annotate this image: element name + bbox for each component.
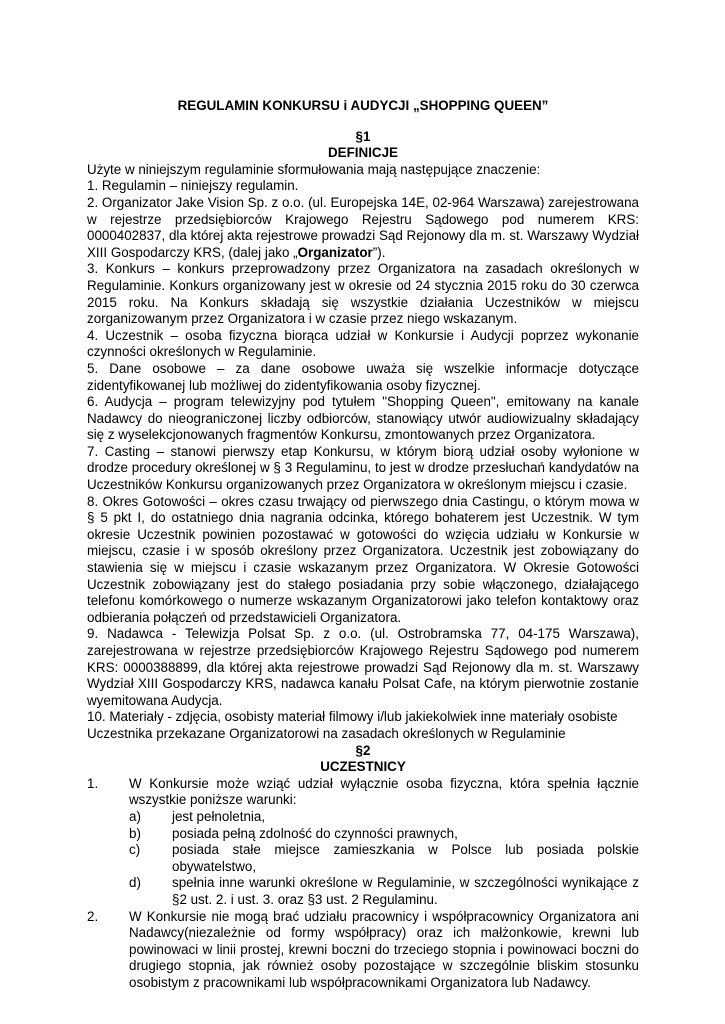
participants-item-2 [87, 909, 639, 992]
condition-d [129, 875, 639, 908]
definition-6: 6. Audycja – program telewizyjny pod tytułem "Shopping Queen", emitowany na kanale Nadawcy do nieograniczonej liczby odbiorców, stanowiący utwór audiowizualny składający się z wyselekcjonowanych fragmentów Konkursu, zmontowanych przez Organizatora. [87, 394, 639, 443]
condition-c-letter: c) [129, 842, 141, 858]
condition-c [129, 842, 639, 875]
definition-2-text: 2. Organizator Jake Vision Sp. z o.o. (ul. Europejska 14E, 02-964 Warszawa) zarejestrowana w rejestrze przedsiębiorców Krajowego Rejestru Sądowego pod numerem KRS: 0000402837, dla której akta rejestrowe prowadzi Sąd Rejonowy dla m. st. Warszawy Wydział XIII Gospodarczy KRS, (dalej jako „ [87, 194, 639, 260]
definition-1: 1. Regulamin – niniejszy regulamin. [87, 178, 299, 194]
definitions-intro: Użyte w niniejszym regulaminie sformułowania mają następujące znaczenie: [87, 161, 541, 177]
definition-5: 5. Dane osobowe – za dane osobowe uważa się wszelkie informacje dotyczące zidentyfikowanej lub możliwej do zidentyfikowania osoby fizycznej. [87, 360, 639, 393]
condition-b-letter: b) [129, 825, 141, 841]
item-1-number: 1. [87, 775, 99, 791]
item-1-text: W Konkursie może wziąć udział wyłącznie osoba fizyczna, która spełnia łącznie wszystkie poniższe warunki: [129, 775, 639, 808]
definition-8: 8. Okres Gotowości – okres czasu trwający od pierwszego dnia Castingu, o którym mowa w § 5 pkt I, do ostatniego dnia nagrania odcinka, którego bohaterem jest Uczestnik. W tym okresie Uczestnik powinien pozostawać w gotowości do wzięcia udziału w Konkursie w miejscu, czasie i w sposób określony przez Organizatora. Uczestnik jest zobowiązany do stawienia się w miejscu i czasie wskazanym przez Organizatora. W Okresie Gotowości Uczestnik zobowiązany jest do stałego posiadania przy sobie włączonego, działającego telefonu komórkowego o numerze wskazanym Organizatorowi jako telefon kontaktowy oraz odbierania połączeń od przedstawicieli Organizatora. [87, 493, 639, 625]
definition-9: 9. Nadawca - Telewizja Polsat Sp. z o.o. (ul. Ostrobramska 77, 04-175 Warszawa), zarejestrowana w rejestrze przedsiębiorców Krajowego Rejestru Sądowego pod numerem KRS: 0000388899, dla której akta rejestrowe prowadzi Sąd Rejonowy dla m. st. Warszawy Wydział XIII Gospodarczy KRS, nadawca kanału Polsat Cafe, na którym pierwotnie zostanie wyemitowana Audycja. [87, 626, 639, 708]
condition-a-text: jest pełnoletnia, [172, 808, 266, 824]
definition-2-bold-term: Organizator [297, 244, 373, 260]
condition-a [129, 809, 639, 826]
definition-7: 7. Casting – stanowi pierwszy etap Konkursu, w którym biorą udział osoby wyłonione w drodze procedury określonej w § 3 Regulaminu, to jest w drodze przesłuchań kandydatów na Uczestników Konkursu organizowanych przez Organizatora w określonym miejscu i czasie. [87, 443, 639, 493]
section-2-heading: UCZESTNICY [320, 759, 406, 775]
section-2-number: §2 [355, 742, 371, 758]
definition-2-end: ”). [372, 244, 386, 260]
participants-item-1 [87, 776, 639, 909]
section-1-heading: DEFINICJE [328, 145, 398, 161]
definition-10: 10. Materiały - zdjęcia, osobisty materiał filmowy i/lub jakiekolwiek inne materiały osobiste Uczestnika przekazane Organizatorowi na zasadach określonych w Regulaminie [87, 709, 618, 741]
condition-c-text: posiada stałe miejsce zamieszkania w Polsce lub posiada polskie obywatelstwo, [172, 842, 639, 874]
document-page [87, 98, 639, 991]
condition-b [129, 826, 639, 843]
definition-4: 4. Uczestnik – osoba fizyczna biorąca udział w Konkursie i Audycji poprzez wykonanie czynności określonych w Regulaminie. [87, 327, 639, 360]
condition-d-letter: d) [129, 875, 141, 891]
condition-a-letter: a) [129, 808, 141, 824]
condition-b-text: posiada pełną zdolność do czynności prawnych, [172, 825, 458, 841]
section-1-number: §1 [355, 128, 371, 144]
item-2-text: W Konkursie nie mogą brać udziału pracownicy i współpracownicy Organizatora ani Nadawcy(niezależnie od formy współpracy) oraz ich małżonkowie, krewni lub powinowaci w linii prostej, krewni boczni do trzeciego stopnia i powinowaci boczni do drugiego stopnia, jak również osoby pozostające w szczególnie bliskim stosunku osobistym z pracownikami lub współpracownikami Organizatora lub Nadawcy. [129, 908, 639, 990]
condition-d-text: spełnia inne warunki określone w Regulaminie, w szczególności wynikające z §2 ust. 2. i ust. 3. oraz §3 ust. 2 Regulaminu. [172, 875, 639, 907]
definition-2 [87, 195, 639, 261]
document-title: REGULAMIN KONKURSU i AUDYCJI „SHOPPING QUEEN” [177, 98, 549, 113]
item-1-body [129, 776, 639, 909]
definition-3: 3. Konkurs – konkurs przeprowadzony przez Organizatora na zasadach określonych w Regulaminie. Konkurs organizowany jest w okresie od 24 stycznia 2015 roku do 30 czerwca 2015 roku. Na Konkurs składają się wszystkie działania Uczestników w miejscu zorganizowanym przez Organizatora i w czasie przez niego wskazanym. [87, 261, 639, 327]
item-2-number: 2. [87, 908, 99, 924]
